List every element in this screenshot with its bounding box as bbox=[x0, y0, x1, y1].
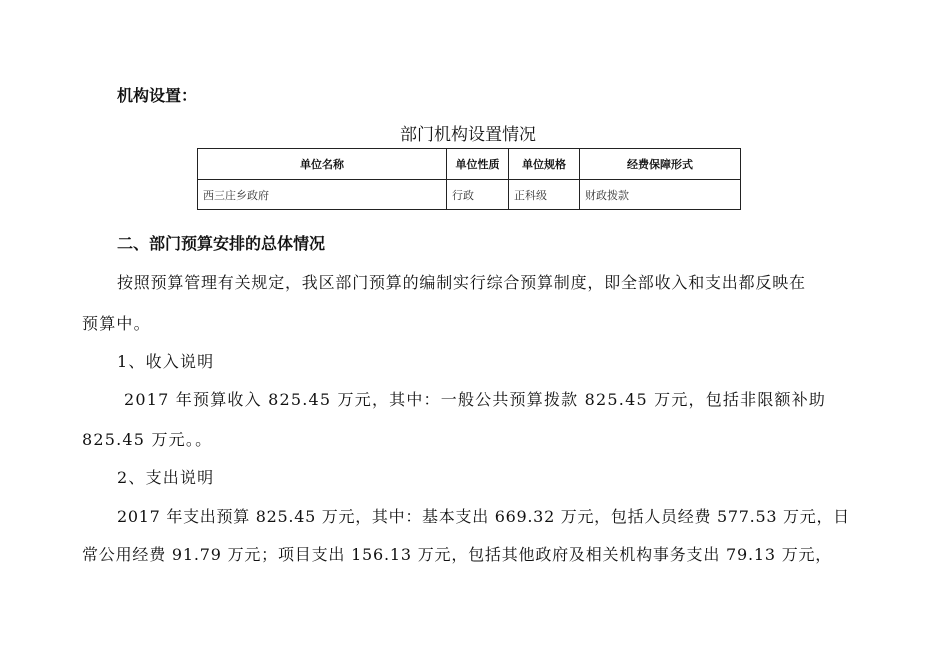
income-line2: 825.45 万元。。 bbox=[82, 430, 213, 449]
income-heading: 1、收入说明 bbox=[117, 352, 215, 371]
header-unit-name: 单位名称 bbox=[198, 149, 447, 180]
cell-funding-form: 财政拨款 bbox=[580, 180, 741, 210]
header-unit-level: 单位规格 bbox=[509, 149, 580, 180]
org-table bbox=[197, 148, 741, 210]
table-row bbox=[198, 180, 741, 210]
cell-unit-name: 西三庄乡政府 bbox=[198, 180, 447, 210]
expense-line1: 2017 年支出预算 825.45 万元，其中：基本支出 669.32 万元，包括人员经费 577.53 万元，日 bbox=[117, 507, 850, 526]
table-title: 部门机构设置情况 bbox=[400, 125, 536, 145]
para1-line2: 预算中。 bbox=[82, 314, 151, 333]
expense-line2: 常公用经费 91.79 万元；项目支出 156.13 万元，包括其他政府及相关机构事务支出 79.13 万元， bbox=[82, 545, 833, 564]
para1-line1: 按照预算管理有关规定，我区部门预算的编制实行综合预算制度，即全部收入和支出都反映在 bbox=[117, 273, 806, 292]
cell-unit-nature: 行政 bbox=[447, 180, 509, 210]
section-org-heading: 机构设置： bbox=[117, 86, 198, 105]
header-funding-form: 经费保障形式 bbox=[580, 149, 741, 180]
income-line1: 2017 年预算收入 825.45 万元，其中：一般公共预算拨款 825.45 万元，包括非限额补助 bbox=[124, 390, 827, 409]
expense-heading: 2、支出说明 bbox=[117, 468, 215, 487]
table-header-row bbox=[198, 149, 741, 180]
header-unit-nature: 单位性质 bbox=[447, 149, 509, 180]
section2-heading: 二、部门预算安排的总体情况 bbox=[117, 234, 326, 253]
cell-unit-level: 正科级 bbox=[509, 180, 580, 210]
